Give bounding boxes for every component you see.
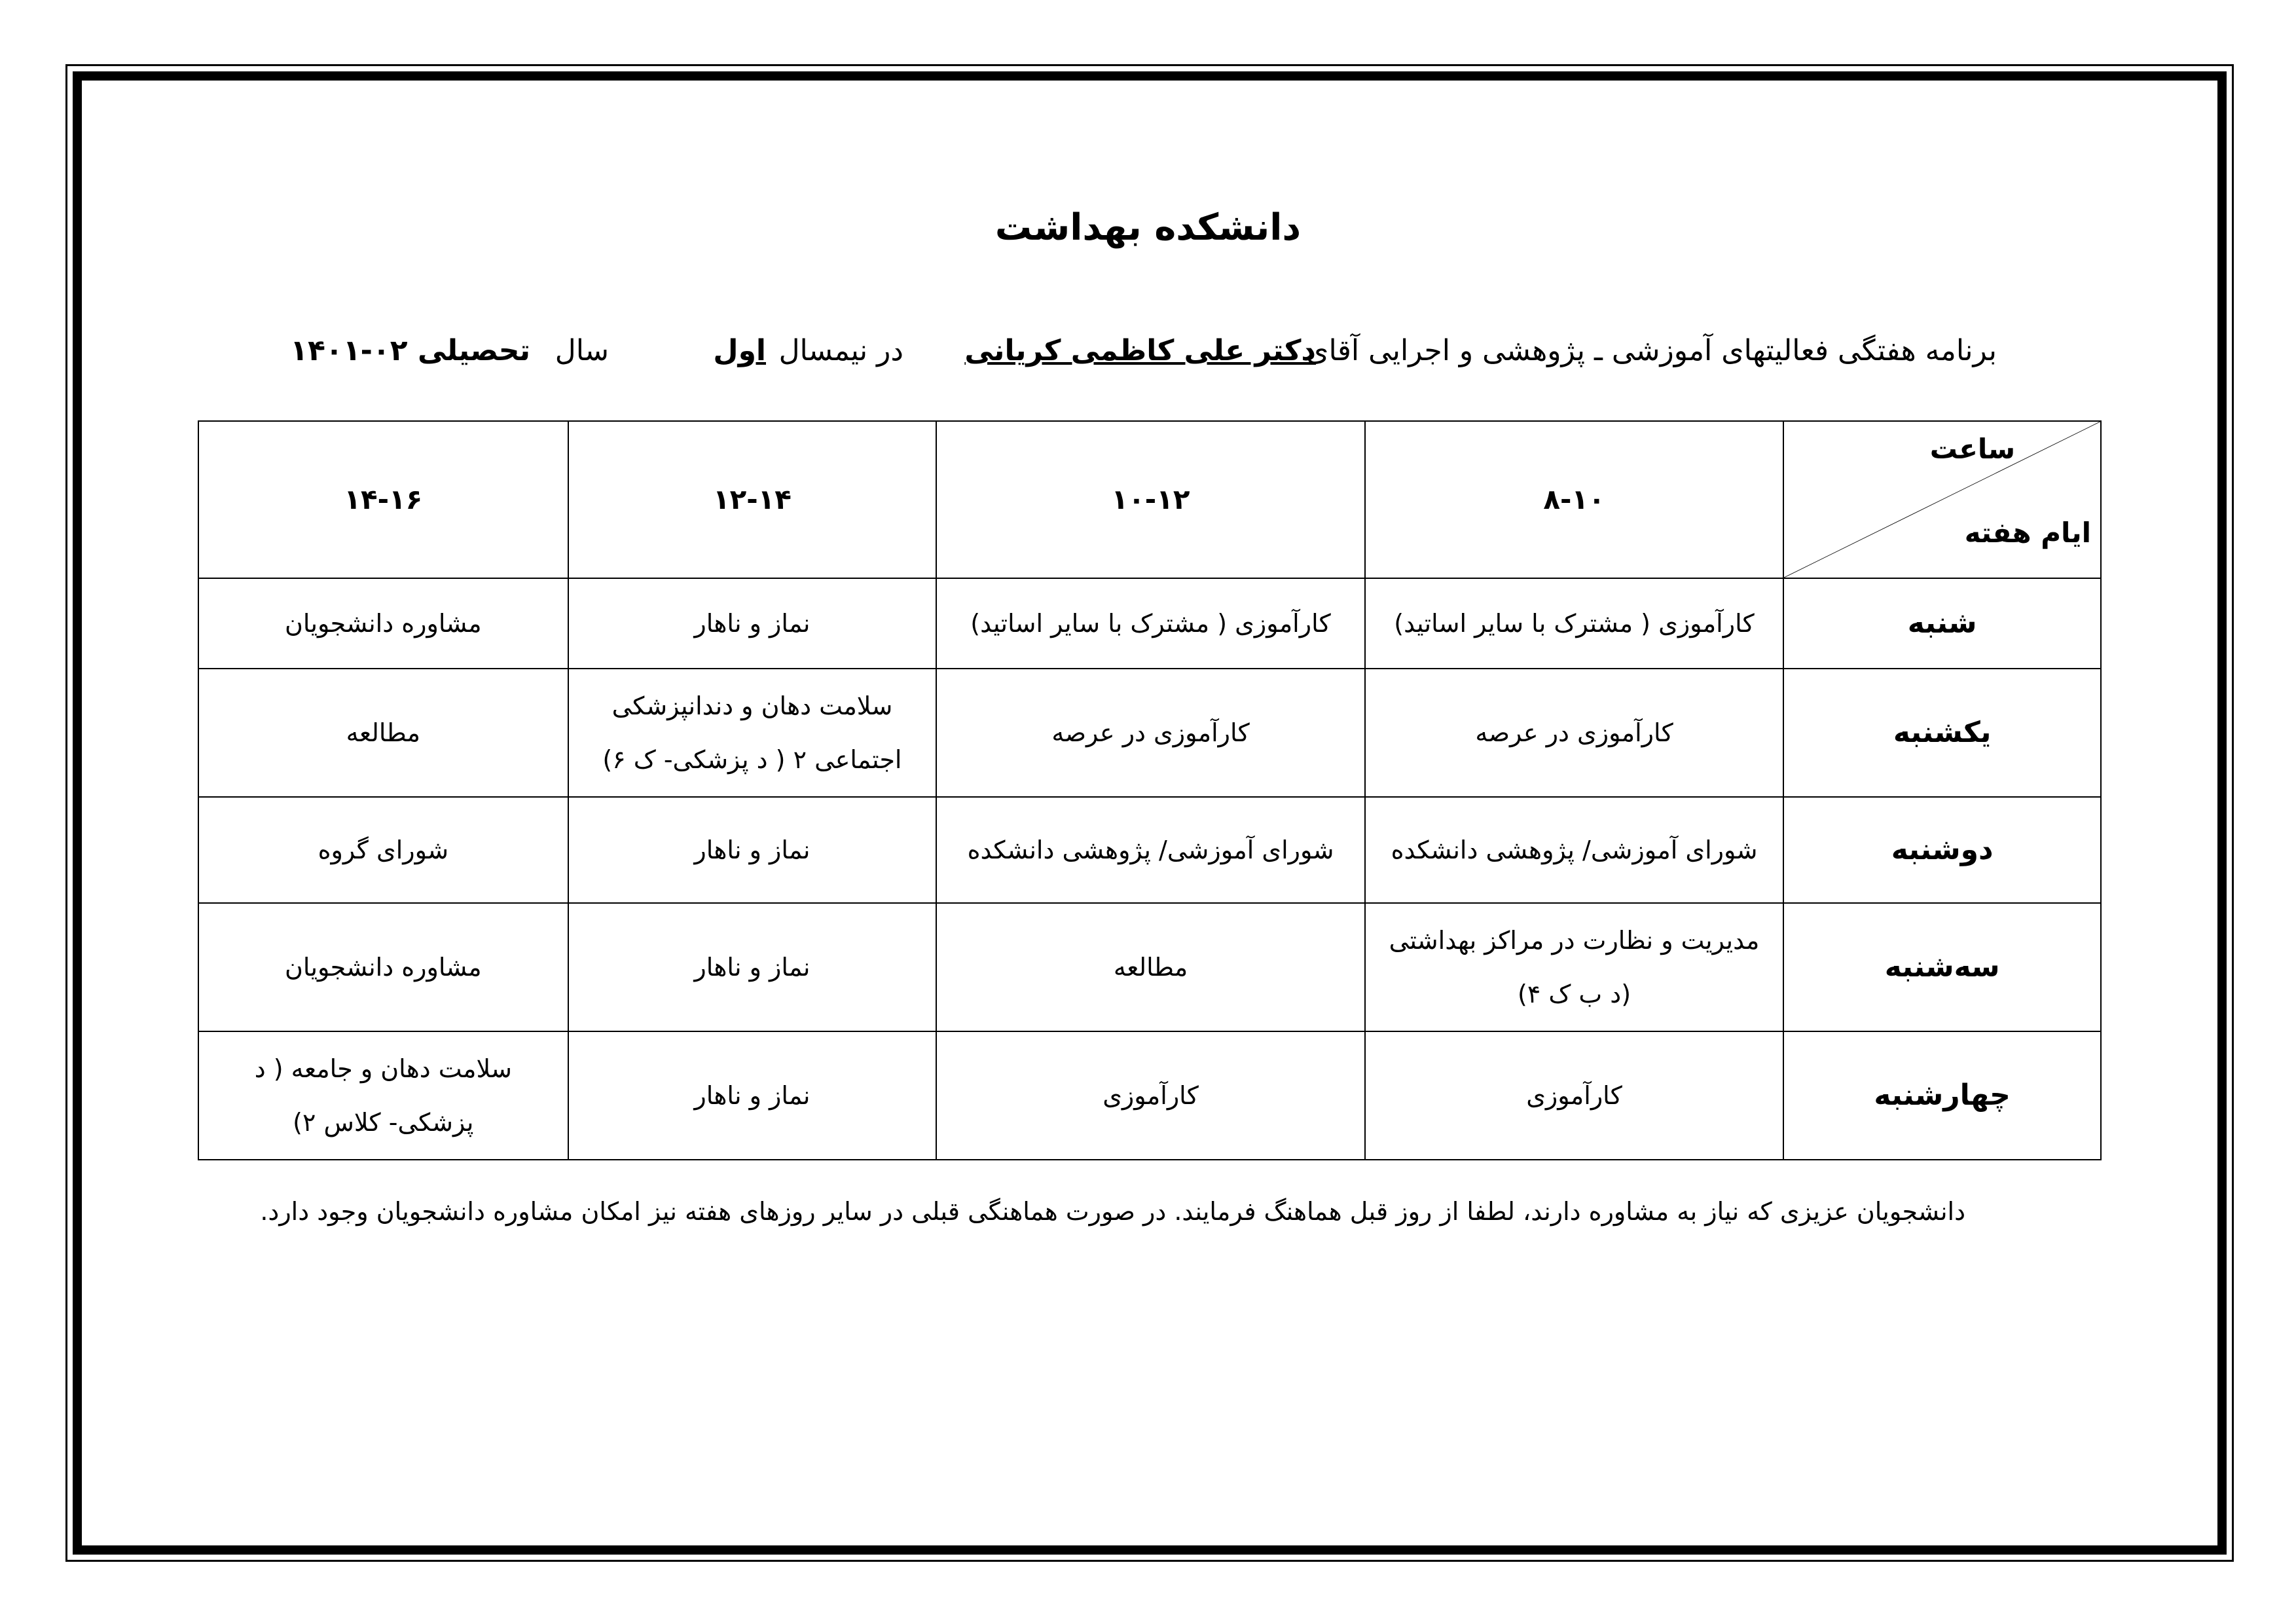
page-title: دانشکده بهداشت (994, 206, 1302, 249)
schedule-cell: نماز و ناهار (568, 797, 937, 903)
schedule-cell: نماز و ناهار (568, 903, 937, 1031)
schedule-cell: نماز و ناهار (568, 1031, 937, 1160)
schedule-cell: نماز و ناهار (568, 578, 937, 669)
schedule-cell: کارآموزی در عرصه (936, 669, 1364, 797)
schedule-cell: سلامت دهان و دندانپزشکی اجتماعی ۲ ( د پزشکی- ک ۶) (568, 669, 937, 797)
year-label: سال (555, 334, 609, 367)
day-cell: چهارشنبه (1783, 1031, 2101, 1160)
table-row (198, 578, 2101, 669)
day-cell: شنبه (1783, 578, 2101, 669)
schedule-cell: سلامت دهان و جامعه ( د پزشکی- کلاس ۲) (198, 1031, 568, 1160)
schedule-cell: مطالعه (198, 669, 568, 797)
table-row (198, 797, 2101, 903)
corner-hour-label: ساعت (1929, 433, 2015, 465)
schedule-subtitle (290, 334, 1997, 393)
corner-day-label: ایام هفته (1964, 517, 2091, 549)
schedule-cell: کارآموزی (936, 1031, 1364, 1160)
table-row (198, 1031, 2101, 1160)
schedule-cell: شورای آموزشی/ پژوهشی دانشکده (1365, 797, 1784, 903)
table-row (198, 903, 2101, 1031)
schedule-cell: کارآموزی (1365, 1031, 1784, 1160)
semester-label: در نیمسال (778, 334, 903, 367)
schedule-cell: مطالعه (936, 903, 1364, 1031)
program-description: برنامه هفتگی فعالیتهای آموزشی ـ پژوهشی و اجرایی آقای (1306, 334, 1997, 367)
day-cell: یکشنبه (1783, 669, 2101, 797)
footnote-text: دانشجویان عزیزی که نیاز به مشاوره دارند، لطفا از روز قبل هماهنگ فرمایند. در صورت هماهنگی قبلی در سایر روزهای هفته نیز امکان مشاوره دانشجویان وجود دارد. (260, 1197, 1965, 1226)
table-header-row (198, 421, 2101, 578)
schedule-cell: شورای آموزشی/ پژوهشی دانشکده (936, 797, 1364, 903)
schedule-cell: کارآموزی در عرصه (1365, 669, 1784, 797)
schedule-cell: مشاوره دانشجویان (198, 578, 568, 669)
day-cell: دوشنبه (1783, 797, 2101, 903)
table-row (198, 669, 2101, 797)
schedule-cell: مشاوره دانشجویان (198, 903, 568, 1031)
time-slot-header: ۱۰-۱۲ (936, 421, 1364, 578)
weekly-schedule-table (198, 420, 2102, 1160)
year-value: تحصیلی ۰۲-۱۴۰۱ (290, 334, 530, 367)
time-slot-header: ۸-۱۰ (1365, 421, 1784, 578)
time-slot-header: ۱۲-۱۴ (568, 421, 937, 578)
semester-value: اول (713, 334, 766, 367)
schedule-cell: شورای گروه (198, 797, 568, 903)
schedule-cell: مدیریت و نظارت در مراکز بهداشتی (د ب ک ۴) (1365, 903, 1784, 1031)
person-name: دکتر علی کاظمی کریانی (964, 334, 1316, 367)
day-cell: سه‌شنبه (1783, 903, 2101, 1031)
schedule-cell: کارآموزی ( مشترک با سایر اساتید) (1365, 578, 1784, 669)
table-corner-cell (1783, 421, 2101, 578)
schedule-cell: کارآموزی ( مشترک با سایر اساتید) (936, 578, 1364, 669)
time-slot-header: ۱۴-۱۶ (198, 421, 568, 578)
